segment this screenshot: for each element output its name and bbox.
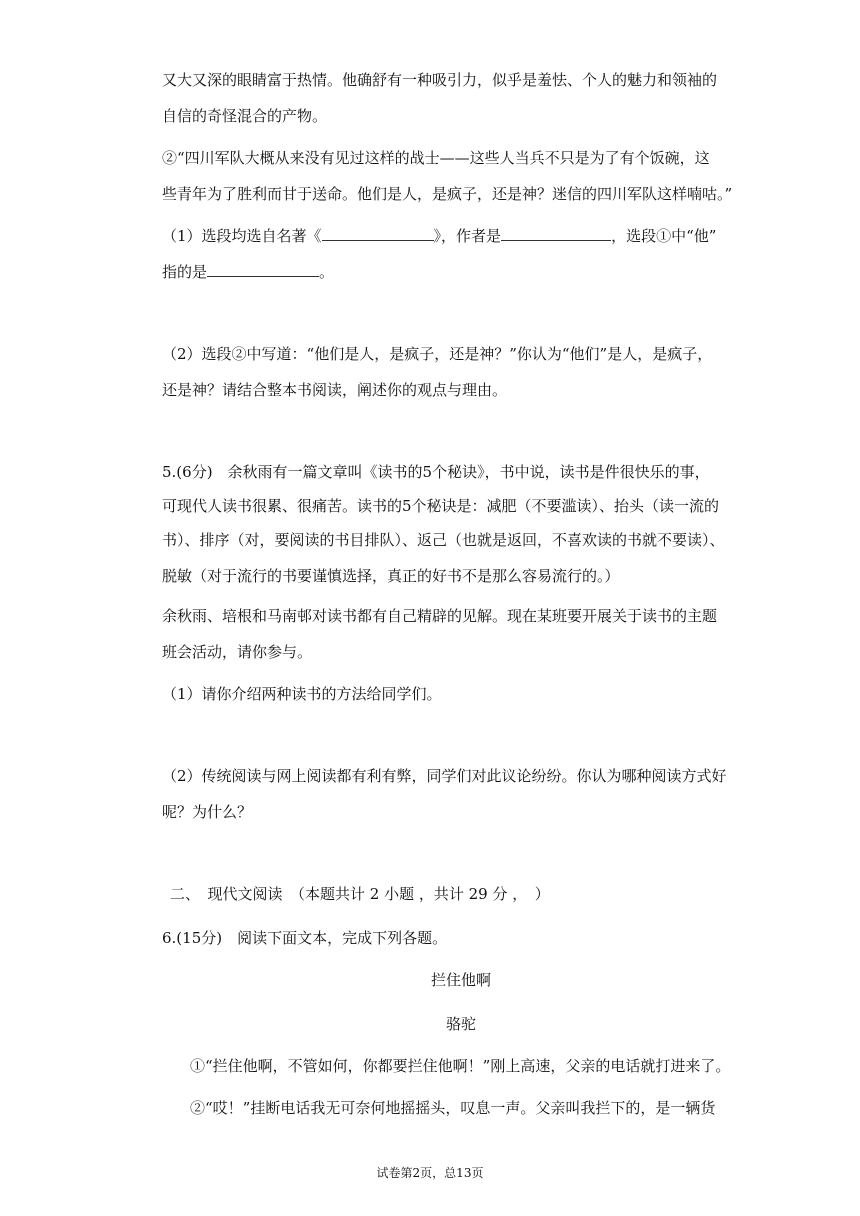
text-line: （2）选段②中写道：“他们是人，是疯子，还是神？”你认为“他们”是人，是疯子， bbox=[162, 345, 713, 363]
text-line: 书）、排序（对，要阅读的书目排队）、返己（也就是返回，不喜欢读的书就不要读）、 bbox=[162, 531, 725, 549]
paragraph: ②“哎！”挂断电话我无可奈何地摇摇头，叹息一声。父亲叫我拦下的，是一辆货 bbox=[190, 1099, 716, 1117]
answer-blank-he[interactable] bbox=[207, 262, 319, 277]
text-line: 可现代人读书很累、很痛苦。读书的5个秘诀是：减肥（不要滥读）、抬头（读一流的 bbox=[162, 497, 720, 515]
question-5-2: （2）传统阅读与网上阅读都有利有弊，同学们对此议论纷纷。你认为哪种阅读方式好 bbox=[162, 767, 727, 785]
text-line: ②“四川军队大概从来没有见过这样的战士——这些人当兵不只是为了有个饭碗，这 bbox=[162, 149, 710, 167]
section-heading: 二、 现代文阅读 （本题共计 2 小题 ，共计 29 分 ， ） bbox=[170, 885, 550, 903]
text-line: 些青年为了胜利而甘于送命。他们是人，是疯子，还是神？迷信的四川军队这样喃咕。” bbox=[162, 185, 733, 203]
question-intro: 6.(15分) 阅读下面文本，完成下列各题。 bbox=[162, 929, 448, 947]
question-text: 》，作者是 bbox=[433, 227, 502, 245]
text-line: 脱敏（对于流行的书要谨慎选择，真正的好书不是那么容易流行的。） bbox=[162, 567, 620, 585]
text-line: 自信的奇怪混合的产物。 bbox=[162, 107, 328, 125]
question-5-1: （1）请你介绍两种读书的方法给同学们。 bbox=[162, 685, 442, 703]
text-line: 余秋雨、培根和马南邨对读书都有自己精辟的见解。现在某班要开展关于读书的主题 bbox=[162, 607, 718, 625]
text-line: 班会活动，请你参与。 bbox=[162, 643, 313, 661]
article-title: 拦住他啊 bbox=[430, 971, 491, 989]
text-line bbox=[162, 226, 716, 246]
text-line: 还是神？请结合整本书阅读，阐述你的观点与理由。 bbox=[162, 381, 508, 399]
text-line bbox=[162, 262, 334, 282]
question-text: ，选段①中“他” bbox=[611, 227, 717, 245]
text-line: 5.(6分) 余秋雨有一篇文章叫《读书的5个秘诀》，书中说，读书是件很快乐的事， bbox=[162, 463, 710, 481]
article-author: 骆驼 bbox=[445, 1015, 476, 1033]
question-text: 指的是 bbox=[162, 263, 208, 281]
text-line: 呢？为什么？ bbox=[162, 803, 253, 821]
answer-blank-book[interactable] bbox=[322, 226, 434, 241]
answer-blank-author[interactable] bbox=[501, 226, 611, 241]
question-text: 。 bbox=[319, 263, 335, 281]
paragraph: ①“拦住他啊，不管如何，你都要拦住他啊！”刚上高速，父亲的电话就打进来了。 bbox=[190, 1057, 731, 1075]
page-footer: 试卷第2页，总13页 bbox=[376, 1166, 484, 1180]
text-line: 又大又深的眼睛富于热情。他确舒有一种吸引力，似乎是羞怯、个人的魅力和领袖的 bbox=[162, 71, 718, 89]
question-text: （1）选段均选自名著《 bbox=[162, 227, 322, 245]
